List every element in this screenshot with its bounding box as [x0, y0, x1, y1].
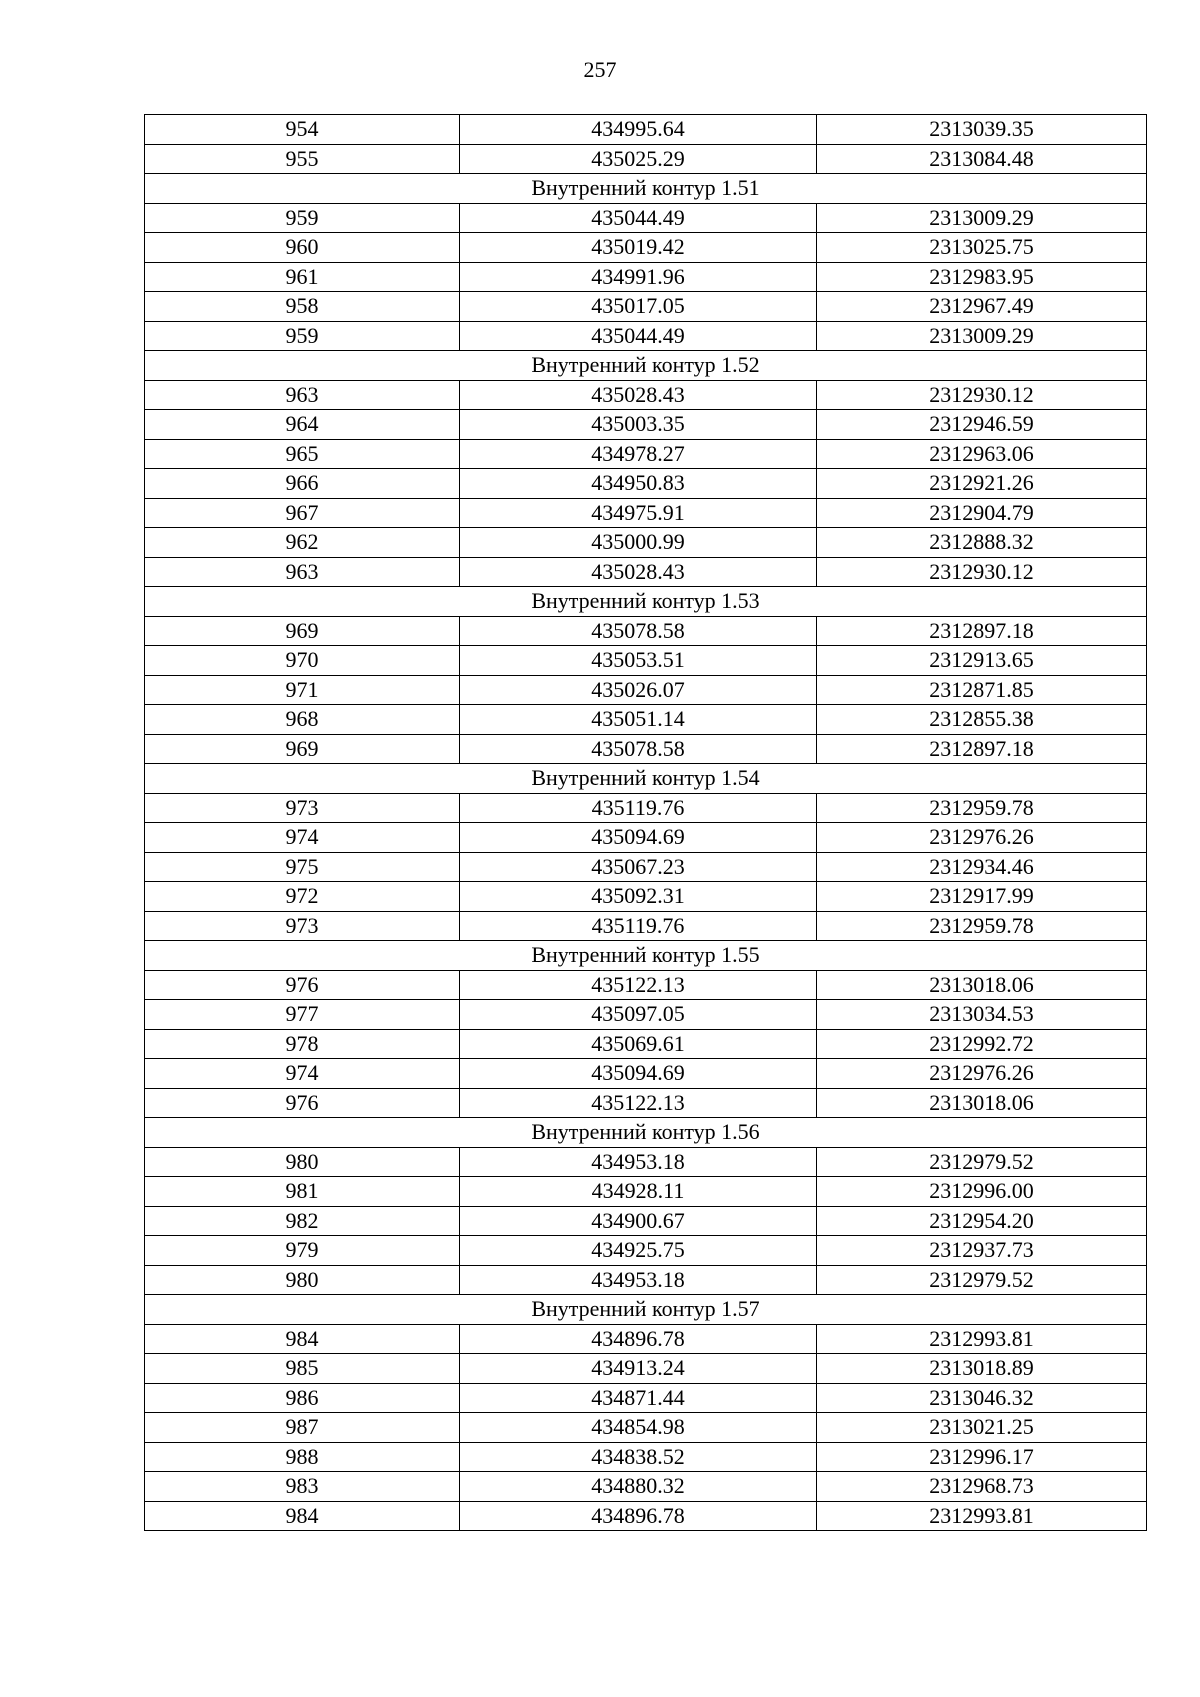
table-row — [145, 1236, 1147, 1266]
point-number-cell: 977 — [145, 1000, 460, 1030]
y-coordinate-cell: 2312979.52 — [817, 1265, 1147, 1295]
y-coordinate-cell: 2312934.46 — [817, 852, 1147, 882]
x-coordinate-cell: 435094.69 — [460, 823, 817, 853]
y-coordinate-cell: 2312959.78 — [817, 911, 1147, 941]
point-number-cell: 980 — [145, 1265, 460, 1295]
point-number-cell: 963 — [145, 380, 460, 410]
point-number-cell: 966 — [145, 469, 460, 499]
x-coordinate-cell: 435044.49 — [460, 203, 817, 233]
table-row — [145, 144, 1147, 174]
x-coordinate-cell: 435067.23 — [460, 852, 817, 882]
point-number-cell: 979 — [145, 1236, 460, 1266]
x-coordinate-cell: 435003.35 — [460, 410, 817, 440]
y-coordinate-cell: 2312855.38 — [817, 705, 1147, 735]
table-row — [145, 292, 1147, 322]
x-coordinate-cell: 434880.32 — [460, 1472, 817, 1502]
y-coordinate-cell: 2312930.12 — [817, 557, 1147, 587]
table-row — [145, 1501, 1147, 1531]
table-row — [145, 675, 1147, 705]
table-row — [145, 1413, 1147, 1443]
table-row — [145, 646, 1147, 676]
point-number-cell: 961 — [145, 262, 460, 292]
table-row — [145, 970, 1147, 1000]
table-row — [145, 1059, 1147, 1089]
x-coordinate-cell: 435019.42 — [460, 233, 817, 263]
x-coordinate-cell: 434953.18 — [460, 1265, 817, 1295]
contour-header-label: Внутренний контур 1.54 — [145, 764, 1147, 794]
y-coordinate-cell: 2313039.35 — [817, 115, 1147, 145]
table-row — [145, 823, 1147, 853]
contour-header-row — [145, 941, 1147, 971]
y-coordinate-cell: 2312992.72 — [817, 1029, 1147, 1059]
x-coordinate-cell: 434854.98 — [460, 1413, 817, 1443]
x-coordinate-cell: 435051.14 — [460, 705, 817, 735]
y-coordinate-cell: 2312983.95 — [817, 262, 1147, 292]
y-coordinate-cell: 2312904.79 — [817, 498, 1147, 528]
contour-header-label: Внутренний контур 1.56 — [145, 1118, 1147, 1148]
y-coordinate-cell: 2313084.48 — [817, 144, 1147, 174]
table-row — [145, 1177, 1147, 1207]
table-row — [145, 1442, 1147, 1472]
point-number-cell: 960 — [145, 233, 460, 263]
contour-header-row — [145, 174, 1147, 204]
table-row — [145, 557, 1147, 587]
point-number-cell: 974 — [145, 1059, 460, 1089]
point-number-cell: 984 — [145, 1324, 460, 1354]
x-coordinate-cell: 434928.11 — [460, 1177, 817, 1207]
point-number-cell: 954 — [145, 115, 460, 145]
point-number-cell: 985 — [145, 1354, 460, 1384]
table-row — [145, 852, 1147, 882]
point-number-cell: 973 — [145, 911, 460, 941]
x-coordinate-cell: 435028.43 — [460, 380, 817, 410]
point-number-cell: 972 — [145, 882, 460, 912]
x-coordinate-cell: 434991.96 — [460, 262, 817, 292]
x-coordinate-cell: 434978.27 — [460, 439, 817, 469]
table-row — [145, 1000, 1147, 1030]
y-coordinate-cell: 2312993.81 — [817, 1501, 1147, 1531]
table-row — [145, 115, 1147, 145]
y-coordinate-cell: 2312937.73 — [817, 1236, 1147, 1266]
y-coordinate-cell: 2312930.12 — [817, 380, 1147, 410]
y-coordinate-cell: 2313034.53 — [817, 1000, 1147, 1030]
table-row — [145, 380, 1147, 410]
table-row — [145, 469, 1147, 499]
point-number-cell: 973 — [145, 793, 460, 823]
point-number-cell: 964 — [145, 410, 460, 440]
table-row — [145, 203, 1147, 233]
y-coordinate-cell: 2312959.78 — [817, 793, 1147, 823]
y-coordinate-cell: 2313046.32 — [817, 1383, 1147, 1413]
point-number-cell: 968 — [145, 705, 460, 735]
point-number-cell: 976 — [145, 970, 460, 1000]
contour-header-row — [145, 351, 1147, 381]
x-coordinate-cell: 434896.78 — [460, 1324, 817, 1354]
point-number-cell: 974 — [145, 823, 460, 853]
x-coordinate-cell: 435119.76 — [460, 911, 817, 941]
x-coordinate-cell: 435122.13 — [460, 1088, 817, 1118]
point-number-cell: 975 — [145, 852, 460, 882]
contour-header-label: Внутренний контур 1.57 — [145, 1295, 1147, 1325]
y-coordinate-cell: 2312888.32 — [817, 528, 1147, 558]
table-row — [145, 734, 1147, 764]
y-coordinate-cell: 2312979.52 — [817, 1147, 1147, 1177]
table-row — [145, 1206, 1147, 1236]
x-coordinate-cell: 435025.29 — [460, 144, 817, 174]
point-number-cell: 959 — [145, 203, 460, 233]
y-coordinate-cell: 2312921.26 — [817, 469, 1147, 499]
y-coordinate-cell: 2312968.73 — [817, 1472, 1147, 1502]
table-row — [145, 1029, 1147, 1059]
point-number-cell: 967 — [145, 498, 460, 528]
y-coordinate-cell: 2312897.18 — [817, 734, 1147, 764]
x-coordinate-cell: 435122.13 — [460, 970, 817, 1000]
x-coordinate-cell: 434950.83 — [460, 469, 817, 499]
x-coordinate-cell: 434900.67 — [460, 1206, 817, 1236]
table-row — [145, 1383, 1147, 1413]
coordinates-table — [144, 114, 1147, 1531]
x-coordinate-cell: 435092.31 — [460, 882, 817, 912]
point-number-cell: 976 — [145, 1088, 460, 1118]
contour-header-label: Внутренний контур 1.53 — [145, 587, 1147, 617]
table-row — [145, 498, 1147, 528]
table-row — [145, 1324, 1147, 1354]
table-row — [145, 616, 1147, 646]
point-number-cell: 984 — [145, 1501, 460, 1531]
contour-header-label: Внутренний контур 1.55 — [145, 941, 1147, 971]
point-number-cell: 978 — [145, 1029, 460, 1059]
x-coordinate-cell: 435026.07 — [460, 675, 817, 705]
x-coordinate-cell: 435119.76 — [460, 793, 817, 823]
point-number-cell: 983 — [145, 1472, 460, 1502]
point-number-cell: 959 — [145, 321, 460, 351]
x-coordinate-cell: 434995.64 — [460, 115, 817, 145]
y-coordinate-cell: 2312917.99 — [817, 882, 1147, 912]
table-row — [145, 1088, 1147, 1118]
y-coordinate-cell: 2312976.26 — [817, 1059, 1147, 1089]
point-number-cell: 962 — [145, 528, 460, 558]
table-row — [145, 439, 1147, 469]
point-number-cell: 969 — [145, 616, 460, 646]
point-number-cell: 987 — [145, 1413, 460, 1443]
y-coordinate-cell: 2312897.18 — [817, 616, 1147, 646]
coordinates-table-body — [145, 115, 1147, 1531]
y-coordinate-cell: 2313018.89 — [817, 1354, 1147, 1384]
point-number-cell: 963 — [145, 557, 460, 587]
y-coordinate-cell: 2312996.17 — [817, 1442, 1147, 1472]
table-row — [145, 1472, 1147, 1502]
table-row — [145, 1147, 1147, 1177]
x-coordinate-cell: 434871.44 — [460, 1383, 817, 1413]
table-row — [145, 233, 1147, 263]
contour-header-row — [145, 764, 1147, 794]
table-row — [145, 262, 1147, 292]
y-coordinate-cell: 2312913.65 — [817, 646, 1147, 676]
x-coordinate-cell: 434838.52 — [460, 1442, 817, 1472]
table-row — [145, 911, 1147, 941]
x-coordinate-cell: 434896.78 — [460, 1501, 817, 1531]
point-number-cell: 981 — [145, 1177, 460, 1207]
point-number-cell: 971 — [145, 675, 460, 705]
y-coordinate-cell: 2313018.06 — [817, 970, 1147, 1000]
x-coordinate-cell: 435078.58 — [460, 616, 817, 646]
table-row — [145, 1265, 1147, 1295]
point-number-cell: 958 — [145, 292, 460, 322]
point-number-cell: 969 — [145, 734, 460, 764]
x-coordinate-cell: 435094.69 — [460, 1059, 817, 1089]
x-coordinate-cell: 435028.43 — [460, 557, 817, 587]
point-number-cell: 980 — [145, 1147, 460, 1177]
y-coordinate-cell: 2312946.59 — [817, 410, 1147, 440]
point-number-cell: 970 — [145, 646, 460, 676]
point-number-cell: 986 — [145, 1383, 460, 1413]
x-coordinate-cell: 435044.49 — [460, 321, 817, 351]
table-row — [145, 528, 1147, 558]
contour-header-row — [145, 1118, 1147, 1148]
table-row — [145, 321, 1147, 351]
y-coordinate-cell: 2312967.49 — [817, 292, 1147, 322]
x-coordinate-cell: 435000.99 — [460, 528, 817, 558]
y-coordinate-cell: 2313025.75 — [817, 233, 1147, 263]
y-coordinate-cell: 2313021.25 — [817, 1413, 1147, 1443]
point-number-cell: 988 — [145, 1442, 460, 1472]
page-number: 257 — [583, 57, 617, 82]
point-number-cell: 965 — [145, 439, 460, 469]
x-coordinate-cell: 434953.18 — [460, 1147, 817, 1177]
y-coordinate-cell: 2312996.00 — [817, 1177, 1147, 1207]
y-coordinate-cell: 2312871.85 — [817, 675, 1147, 705]
contour-header-row — [145, 587, 1147, 617]
point-number-cell: 955 — [145, 144, 460, 174]
table-row — [145, 793, 1147, 823]
x-coordinate-cell: 435078.58 — [460, 734, 817, 764]
x-coordinate-cell: 435069.61 — [460, 1029, 817, 1059]
x-coordinate-cell: 434913.24 — [460, 1354, 817, 1384]
y-coordinate-cell: 2312954.20 — [817, 1206, 1147, 1236]
table-row — [145, 705, 1147, 735]
y-coordinate-cell: 2312963.06 — [817, 439, 1147, 469]
y-coordinate-cell: 2313018.06 — [817, 1088, 1147, 1118]
table-row — [145, 882, 1147, 912]
y-coordinate-cell: 2313009.29 — [817, 321, 1147, 351]
x-coordinate-cell: 435097.05 — [460, 1000, 817, 1030]
x-coordinate-cell: 435053.51 — [460, 646, 817, 676]
x-coordinate-cell: 434975.91 — [460, 498, 817, 528]
table-row — [145, 1354, 1147, 1384]
y-coordinate-cell: 2312993.81 — [817, 1324, 1147, 1354]
contour-header-label: Внутренний контур 1.52 — [145, 351, 1147, 381]
contour-header-label: Внутренний контур 1.51 — [145, 174, 1147, 204]
y-coordinate-cell: 2312976.26 — [817, 823, 1147, 853]
x-coordinate-cell: 435017.05 — [460, 292, 817, 322]
contour-header-row — [145, 1295, 1147, 1325]
y-coordinate-cell: 2313009.29 — [817, 203, 1147, 233]
point-number-cell: 982 — [145, 1206, 460, 1236]
x-coordinate-cell: 434925.75 — [460, 1236, 817, 1266]
table-row — [145, 410, 1147, 440]
